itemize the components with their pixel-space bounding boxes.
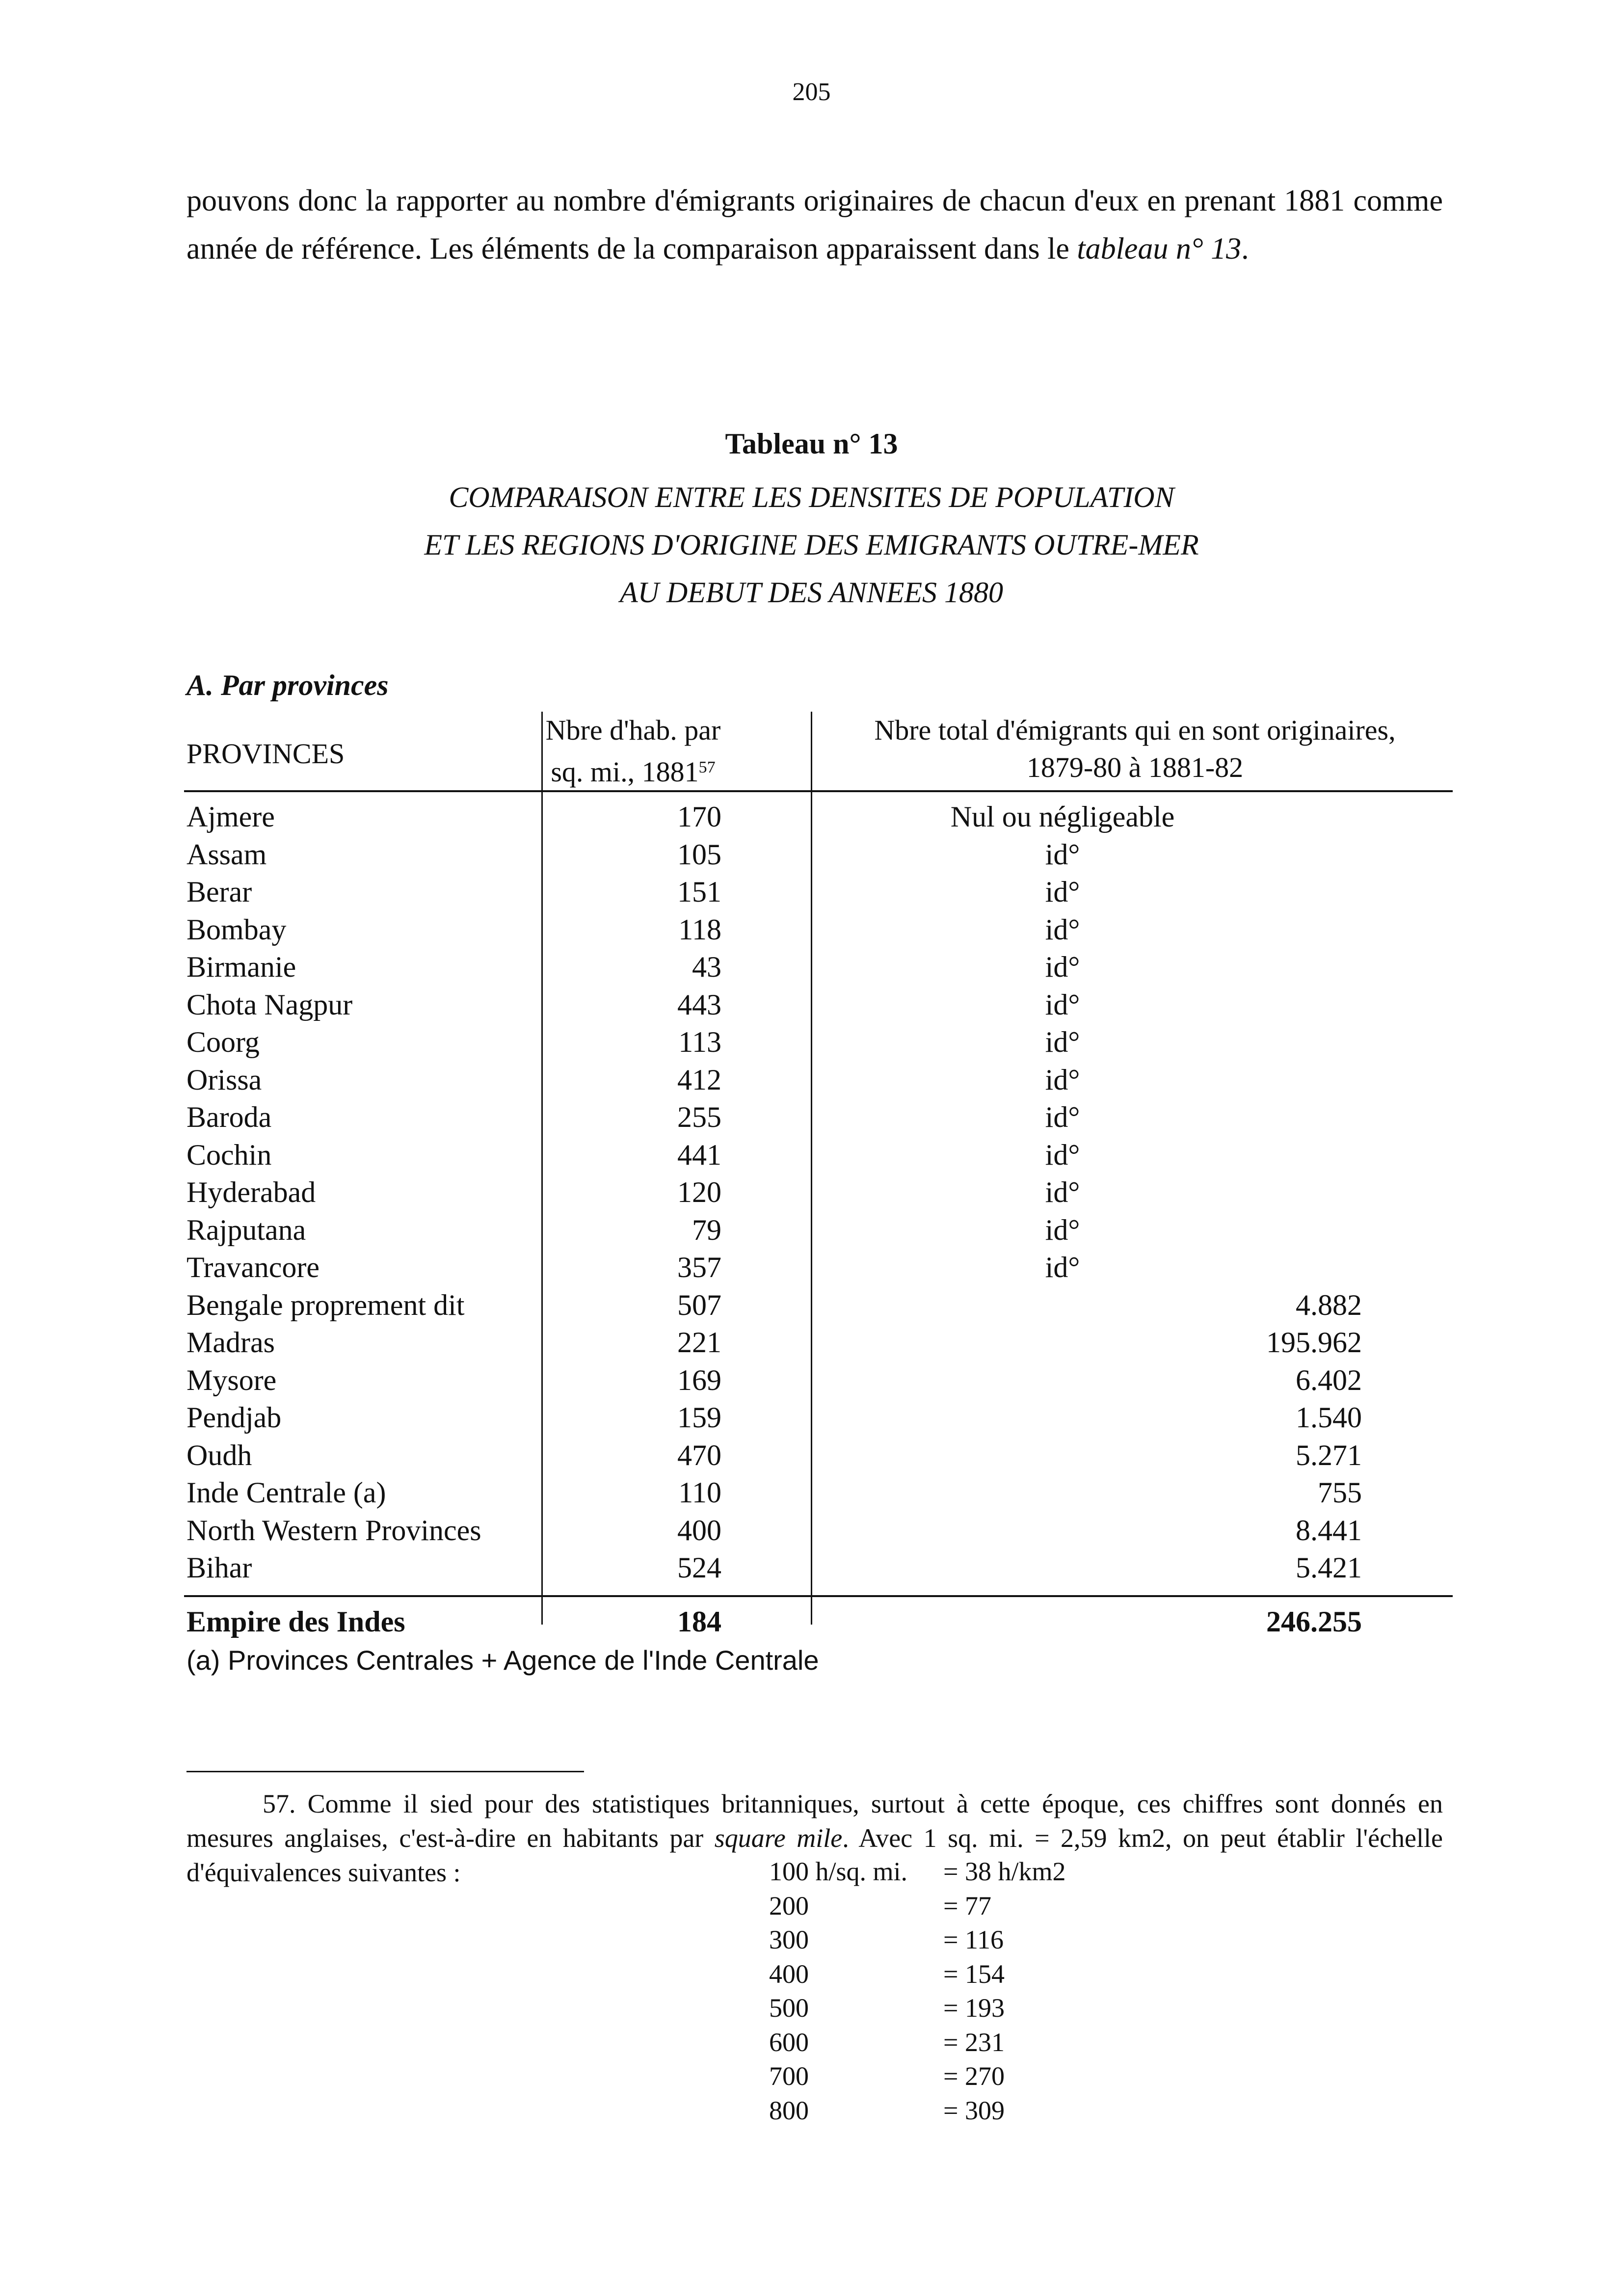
table-row: [184, 836, 1453, 874]
emigrants-cell: id°: [1045, 838, 1080, 871]
table-subtitle-line: COMPARAISON ENTRE LES DENSITES DE POPULATION: [449, 481, 1174, 513]
table-row: [184, 911, 1453, 949]
header-rule: [184, 790, 1453, 792]
table-row: [184, 1174, 1453, 1211]
province-cell: Berar: [186, 876, 252, 908]
province-cell: Mysore: [186, 1363, 277, 1396]
emigrants-cell: id°: [1045, 1101, 1080, 1133]
emigrants-cell: 195.962: [1266, 1326, 1362, 1359]
header-density-line1: Nbre d'hab. par: [545, 714, 721, 746]
footnote-text: 57. Comme il sied pour des statistiques britanniques, surtout à cette époque, ces chiffres sont donnés en mesures anglaises, c'est-à-dire en habitants par: [186, 1789, 1443, 1853]
table-note: (a) Provinces Centrales + Agence de l'Inde Centrale: [186, 1645, 819, 1676]
table-body: [184, 798, 1453, 1587]
density-cell: 357: [677, 1251, 721, 1283]
emigrants-cell: id°: [1045, 876, 1080, 908]
emigrants-cell: id°: [1045, 1176, 1080, 1208]
emigrants-cell: id°: [1045, 1063, 1080, 1096]
province-cell: Travancore: [186, 1251, 320, 1283]
density-cell: 255: [677, 1101, 721, 1133]
equivalence-value: 600: [769, 2027, 809, 2057]
header-density: [545, 712, 721, 791]
emigrants-cell: 5.271: [1296, 1439, 1362, 1471]
density-cell: 118: [678, 913, 721, 946]
province-cell: Bombay: [186, 913, 287, 946]
total-emigrants: 246.255: [1266, 1605, 1362, 1638]
province-cell: Birmanie: [186, 951, 296, 983]
density-cell: 110: [678, 1476, 721, 1509]
province-cell: Orissa: [186, 1063, 262, 1096]
province-cell: Pendjab: [186, 1401, 282, 1434]
table-row: [184, 1437, 1453, 1474]
equivalence-result: = 116: [943, 1925, 1004, 1954]
header-emigrants-line2: 1879-80 à 1881-82: [1026, 751, 1244, 783]
equivalence-result: = 270: [943, 2061, 1005, 2091]
header-emigrants-line1: Nbre total d'émigrants qui en sont originaires,: [874, 714, 1396, 746]
table-row: [184, 1399, 1453, 1437]
province-cell: Oudh: [186, 1439, 252, 1471]
table-row: [184, 1136, 1453, 1174]
density-cell: 524: [677, 1551, 721, 1584]
page-number: 205: [792, 78, 831, 106]
table-subtitle-line: ET LES REGIONS D'ORIGINE DES EMIGRANTS OUTRE-MER: [424, 529, 1199, 561]
table-title: Tableau n° 13: [725, 427, 898, 460]
emigrants-cell: id°: [1045, 1213, 1080, 1246]
province-cell: North Western Provinces: [186, 1514, 481, 1547]
equivalence-value: 100 h/sq. mi.: [769, 1857, 908, 1886]
intro-paragraph: [186, 177, 1443, 273]
footnote-separator: [186, 1771, 584, 1772]
total-row: [184, 1602, 1453, 1641]
emigrants-cell: 8.441: [1296, 1514, 1362, 1547]
equivalence-result: = 38 h/km2: [943, 1857, 1066, 1886]
footnote-text-end: . Avec 1 sq. mi. = 2,59 km2, on peut établir l'échelle d'équivalences suivantes :: [186, 1823, 1443, 1887]
density-cell: 443: [677, 988, 721, 1021]
province-cell: Madras: [186, 1326, 275, 1359]
density-cell: 151: [677, 876, 721, 908]
footnote-marker: 57: [698, 758, 716, 776]
table-subtitle: [0, 474, 1623, 616]
intro-text: pouvons donc la rapporter au nombre d'émigrants originaires de chacun d'eux en prenant 1881 comme année de référence. Les éléments de la comparaison apparaissent dans le: [186, 184, 1443, 266]
density-cell: 400: [677, 1514, 721, 1547]
equivalence-result: = 154: [943, 1959, 1005, 1989]
table-row: [184, 1061, 1453, 1099]
density-cell: 79: [692, 1213, 721, 1246]
table-row: [184, 1098, 1453, 1136]
header-emigrants: [817, 712, 1453, 786]
province-cell: Rajputana: [186, 1213, 306, 1246]
equivalence-result: = 231: [943, 2027, 1005, 2057]
equivalence-value: 300: [769, 1925, 809, 1954]
density-cell: 120: [677, 1176, 721, 1208]
province-cell: Inde Centrale (a): [186, 1476, 386, 1509]
header-provinces: PROVINCES: [186, 738, 345, 770]
density-cell: 412: [677, 1063, 721, 1096]
table-row: [184, 1023, 1453, 1061]
emigrants-cell: id°: [1045, 913, 1080, 946]
province-cell: Coorg: [186, 1026, 260, 1058]
table-row: [184, 873, 1453, 911]
density-cell: 113: [678, 1026, 721, 1058]
table-row: [184, 1512, 1453, 1549]
province-cell: Hyderabad: [186, 1176, 316, 1208]
density-cell: 441: [677, 1138, 721, 1171]
footnote-italic: square mile: [714, 1823, 843, 1853]
emigrants-cell: 5.421: [1296, 1551, 1362, 1584]
equivalence-value: 400: [769, 1959, 809, 1989]
intro-text-end: .: [1241, 232, 1249, 266]
province-cell: Bihar: [186, 1551, 252, 1584]
equivalence-value: 800: [769, 2095, 809, 2125]
province-cell: Ajmere: [186, 801, 275, 833]
density-cell: 105: [677, 838, 721, 871]
table-row: [184, 1362, 1453, 1399]
intro-table-reference: tableau n° 13: [1077, 232, 1242, 266]
table-row: [184, 1286, 1453, 1324]
equivalence-result: = 193: [943, 1993, 1005, 2023]
total-label: Empire des Indes: [186, 1605, 405, 1638]
density-cell: 170: [677, 801, 721, 833]
equivalence-value: 500: [769, 1993, 809, 2023]
emigrants-cell: id°: [1045, 951, 1080, 983]
table-row: [184, 798, 1453, 836]
total-rule: [184, 1595, 1453, 1597]
emigrants-cell: id°: [1045, 1251, 1080, 1283]
table-row: [184, 986, 1453, 1024]
equivalence-value: 700: [769, 2061, 809, 2091]
equivalence-result: = 309: [943, 2095, 1005, 2125]
header-density-line2: sq. mi., 1881$^{57}$: [551, 756, 716, 788]
table-row: [184, 1474, 1453, 1512]
density-cell: 43: [692, 951, 721, 983]
emigrants-cell: 4.882: [1296, 1288, 1362, 1321]
emigrants-cell: id°: [1045, 988, 1080, 1021]
table-row: [184, 948, 1453, 986]
density-cell: 470: [677, 1439, 721, 1471]
emigrants-cell: id°: [1045, 1138, 1080, 1171]
province-cell: Baroda: [186, 1101, 272, 1133]
emigrants-cell: 755: [1318, 1476, 1362, 1509]
table-row: [184, 1324, 1453, 1362]
emigrants-cell: 1.540: [1296, 1401, 1362, 1434]
table-row: [184, 1549, 1453, 1587]
equivalence-result: = 77: [943, 1891, 991, 1921]
emigrants-cell: id°: [1045, 1026, 1080, 1058]
table-subtitle-line: AU DEBUT DES ANNEES 1880: [619, 576, 1004, 609]
section-title: A. Par provinces: [186, 669, 389, 701]
province-cell: Chota Nagpur: [186, 988, 353, 1021]
equivalence-value: 200: [769, 1891, 809, 1921]
province-cell: Assam: [186, 838, 267, 871]
total-density: 184: [677, 1605, 721, 1638]
emigrants-cell: 6.402: [1296, 1363, 1362, 1396]
table-row: [184, 1211, 1453, 1249]
density-cell: 507: [677, 1288, 721, 1321]
emigrants-cell: Nul ou négligeable: [950, 801, 1175, 833]
density-cell: 159: [677, 1401, 721, 1434]
density-cell: 169: [677, 1363, 721, 1396]
table-row: [184, 1249, 1453, 1286]
province-cell: Bengale proprement dit: [186, 1288, 465, 1321]
province-cell: Cochin: [186, 1138, 272, 1171]
density-cell: 221: [677, 1326, 721, 1359]
